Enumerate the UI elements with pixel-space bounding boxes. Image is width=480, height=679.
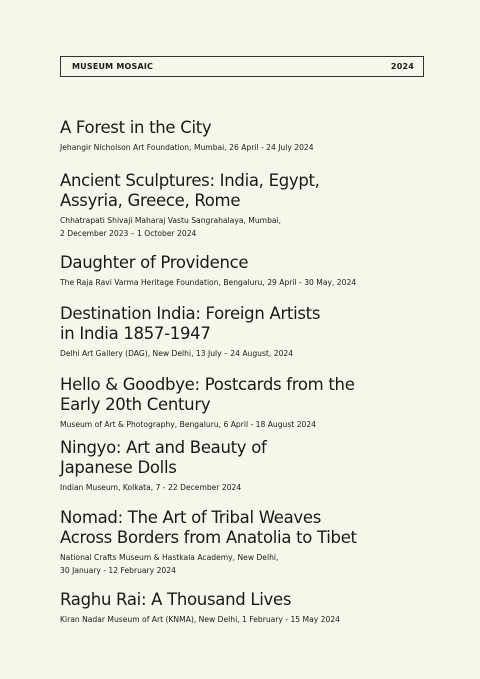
exhibition-title: Ningyo: Art and Beauty of Japanese Dolls [60,438,267,477]
exhibition-entry [60,118,440,154]
exhibition-venue: Jehangir Nicholson Art Foundation, Mumbai, 26 April - 24 July 2024 [60,143,314,152]
page-header [60,56,424,77]
exhibition-venue: The Raja Ravi Varma Heritage Foundation, Bengaluru, 29 April - 30 May, 2024 [60,278,357,287]
brand-name: MUSEUM MOSAIC [72,62,154,71]
exhibition-entry [60,590,440,626]
header-year: 2024 [390,62,414,71]
exhibition-venue: National Crafts Museum & Hastkala Academy, New Delhi, 30 January - 12 February 2024 [60,553,279,575]
exhibition-venue: Chhatrapati Shivaji Maharaj Vastu Sangrahalaya, Mumbai, 2 December 2023 – 1 October 2024 [60,216,282,238]
exhibition-venue: Museum of Art & Photography, Bengaluru, 6 April - 18 August 2024 [60,420,317,429]
exhibition-entry [60,375,440,431]
exhibition-venue: Delhi Art Gallery (DAG), New Delhi, 13 July – 24 August, 2024 [60,349,294,358]
exhibition-title: Daughter of Providence [60,253,249,272]
exhibition-entry [60,304,440,360]
exhibition-entry [60,438,440,494]
exhibition-title: A Forest in the City [60,118,212,137]
exhibition-title: Nomad: The Art of Tribal Weaves Across Borders from Anatolia to Tibet [60,508,357,547]
exhibition-entry [60,508,440,577]
exhibition-entry [60,171,440,240]
exhibition-title: Raghu Rai: A Thousand Lives [60,590,292,609]
exhibition-venue: Kiran Nadar Museum of Art (KNMA), New Delhi, 1 February - 15 May 2024 [60,615,340,624]
exhibition-title: Hello & Goodbye: Postcards from the Early 20th Century [60,375,355,414]
exhibition-venue: Indian Museum, Kolkata, 7 - 22 December 2024 [60,483,242,492]
exhibition-entry [60,253,440,289]
exhibition-title: Ancient Sculptures: India, Egypt, Assyria, Greece, Rome [60,171,320,210]
exhibition-title: Destination India: Foreign Artists in India 1857-1947 [60,304,321,343]
